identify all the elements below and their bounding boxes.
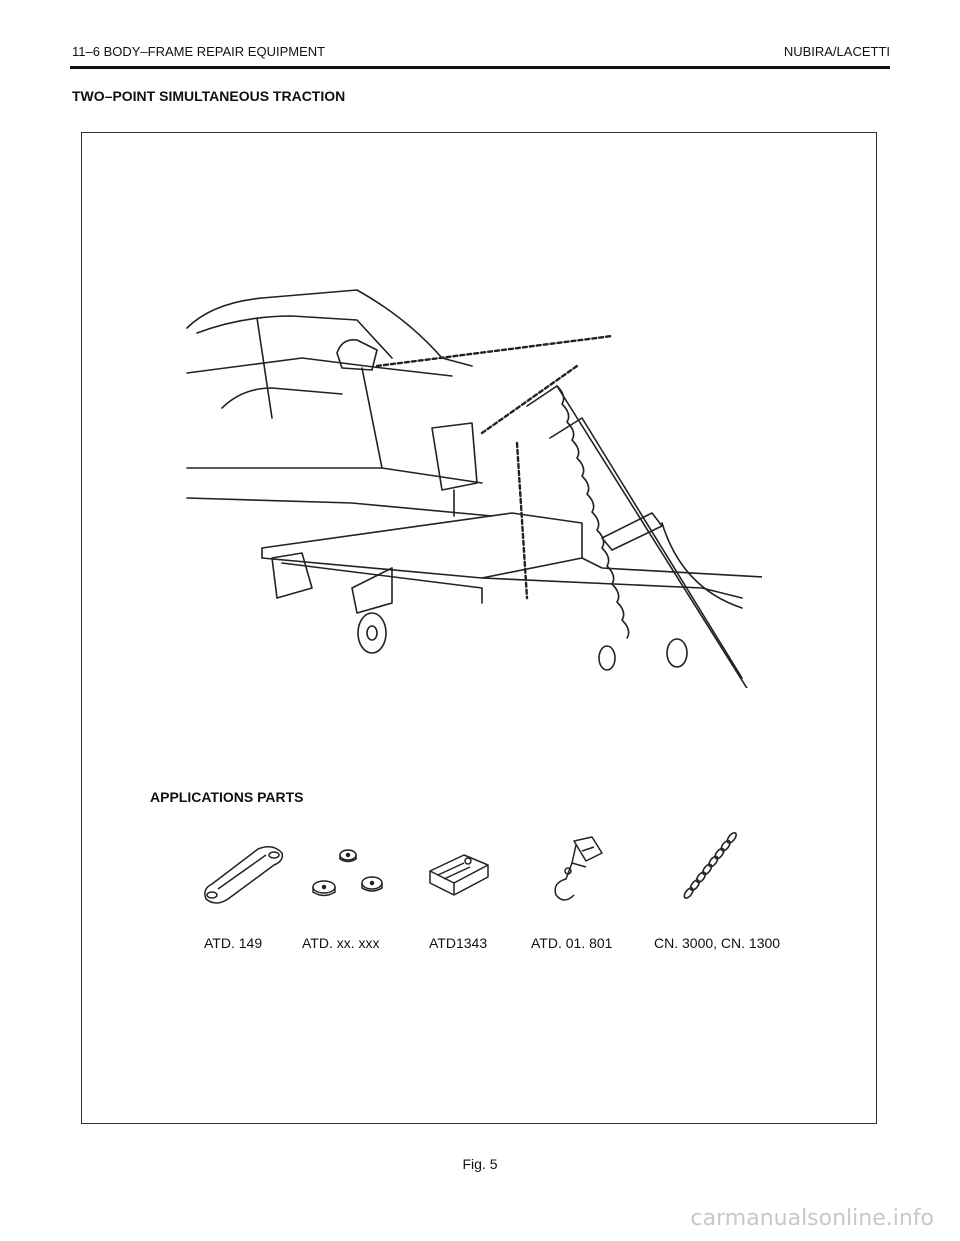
- part-label-4: ATD. 01. 801: [531, 935, 613, 951]
- clamp-block-icon: [424, 849, 494, 899]
- part-atd-01-801: [546, 833, 606, 913]
- hook-icon: [546, 833, 606, 913]
- watermark: carmanualsonline.info: [690, 1206, 934, 1231]
- header-model-name: NUBIRA/LACETTI: [783, 44, 890, 59]
- part-label-5: CN. 3000, CN. 1300: [654, 935, 781, 951]
- clamp-bar-icon: [198, 839, 288, 909]
- adapter-discs-icon: [310, 845, 390, 905]
- part-atd1343: [424, 849, 494, 899]
- applications-parts-title: APPLICATIONS PARTS: [150, 789, 304, 805]
- figure-frame: [81, 132, 877, 1124]
- figure-caption: Fig. 5: [462, 1156, 498, 1172]
- part-atd-149: [198, 839, 288, 909]
- part-label-1: ATD. 149: [204, 935, 263, 951]
- header-section-title: 11–6 BODY–FRAME REPAIR EQUIPMENT: [72, 44, 326, 59]
- page-title: TWO–POINT SIMULTANEOUS TRACTION: [72, 88, 346, 104]
- chain-icon: [674, 827, 744, 907]
- part-label-3: ATD1343: [429, 935, 488, 951]
- part-atd-xx-xxx: [310, 845, 390, 905]
- header-rule: [70, 66, 890, 69]
- part-label-2: ATD. xx. xxx: [302, 935, 380, 951]
- traction-setup-illustration: [182, 258, 762, 688]
- part-cn-3000-cn-1300: [674, 827, 744, 907]
